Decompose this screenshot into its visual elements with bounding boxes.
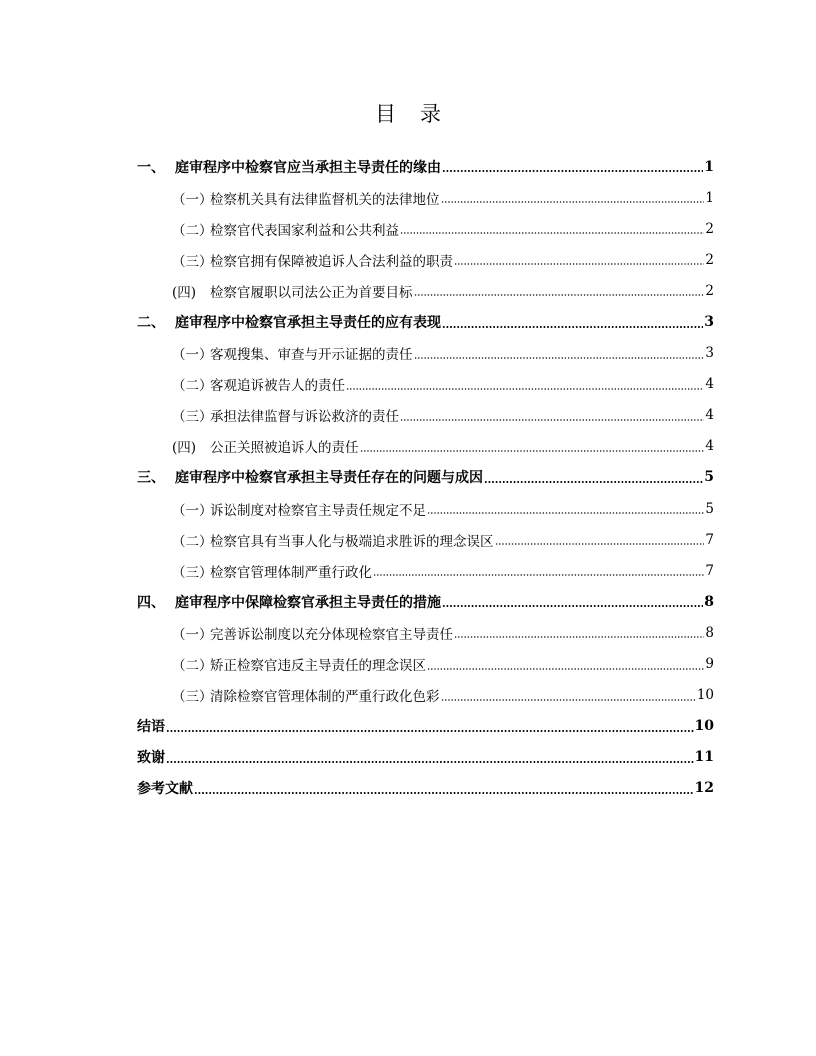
toc-entry[interactable] [0,369,816,400]
toc-entry-page-number: 4 [705,438,714,455]
toc-entry-label: 检察官管理体制严重行政化 [210,564,372,581]
toc-entry-page-number: 2 [705,220,714,237]
toc-dot-leader [373,573,704,577]
toc-entry-page-number: 7 [705,562,714,579]
toc-entry-label: 客观搜集、审查与开示证据的责任 [210,347,413,364]
toc-dot-leader [442,604,703,608]
toc-entry[interactable] [0,338,816,369]
toc-entry-label: 矫正检察官违反主导责任的理念误区 [210,658,426,675]
toc-entry-page-number: 3 [705,345,714,362]
toc-entry-label: 结语 [137,719,165,736]
toc-entry-label: 庭审程序中检察官承担主导责任的应有表现 [175,315,441,332]
toc-entry-page-number: 3 [704,314,714,331]
toc-entry-label: 检察官代表国家利益和公共利益 [210,222,399,239]
toc-entry-label: 公正关照被追诉人的责任 [210,440,359,457]
toc-dot-leader [454,635,704,639]
toc-dot-leader [414,356,705,360]
toc-entry-page-number: 1 [704,158,714,175]
toc-entry-page-number: 4 [705,407,714,424]
toc-dot-leader [454,262,704,266]
toc-entry-label: 庭审程序中保障检察官承担主导责任的措施 [175,594,441,611]
toc-entry-page-number: 5 [704,469,714,486]
toc-entry-number: （一） [172,502,213,519]
toc-entry[interactable] [0,555,816,586]
toc-dot-leader [427,511,704,515]
toc-entry-page-number: 8 [704,593,714,610]
toc-entry-label: 致谢 [137,750,165,767]
toc-entry-number: 四、 [137,594,165,611]
toc-dot-leader [194,791,694,795]
page-title-part-2: 录 [420,102,441,126]
toc-entry[interactable] [0,400,816,431]
toc-entry-label: 客观追诉被告人的责任 [210,378,345,395]
toc-entry-number: 三、 [137,470,165,487]
toc-dot-leader [442,169,703,173]
toc-dot-leader [360,449,705,453]
toc-dot-leader [346,387,704,391]
toc-entry[interactable] [0,244,816,275]
toc-entry[interactable] [0,680,816,711]
toc-entry-label: 清除检察官管理体制的严重行政化色彩 [210,689,440,706]
toc-dot-leader [441,200,705,204]
toc-entry-page-number: 7 [705,531,714,548]
toc-dot-leader [427,667,704,671]
toc-entry-page-number: 9 [705,656,714,673]
toc-dot-leader [166,729,694,733]
page-title-part-1: 目 [375,102,396,126]
toc-dot-leader [400,418,704,422]
toc-entry-number: 一、 [137,159,165,176]
toc-entry-page-number: 11 [694,749,714,766]
toc-entry-label: 承担法律监督与诉讼救济的责任 [210,409,399,426]
toc-entry-number: （二） [172,658,213,675]
toc-entry[interactable] [0,493,816,524]
toc-entry-label: 检察机关具有法律监督机关的法律地位 [210,191,440,208]
toc-dot-leader [442,325,703,329]
toc-entry-number: 二、 [137,315,165,332]
toc-entry-number: （二） [172,533,213,550]
toc-entry-page-number: 8 [705,624,714,641]
toc-entry-label: 庭审程序中检察官承担主导责任存在的问题与成因 [175,470,483,487]
toc-entry[interactable] [0,306,816,337]
toc-entry-number: （三） [172,409,213,426]
toc-entry-label: 参考文献 [137,781,193,798]
table-of-contents [0,151,816,804]
toc-dot-leader [495,542,705,546]
toc-entry-label: 完善诉讼制度以充分体现检察官主导责任 [210,626,453,643]
toc-entry-number: （三） [172,689,213,706]
toc-entry[interactable] [0,617,816,648]
toc-entry-page-number: 5 [705,500,714,517]
toc-entry[interactable] [0,182,816,213]
toc-entry-number: （一） [172,191,213,208]
toc-entry[interactable] [0,524,816,555]
toc-entry[interactable] [0,275,816,306]
toc-entry[interactable] [0,213,816,244]
toc-entry-number: （一） [172,626,213,643]
toc-entry-label: 检察官履职以司法公正为首要目标 [210,284,413,301]
toc-entry-label: 诉讼制度对检察官主导责任规定不足 [210,502,426,519]
toc-entry[interactable] [0,151,816,182]
toc-entry-page-number: 10 [696,687,714,704]
toc-entry[interactable] [0,649,816,680]
toc-entry-label: 庭审程序中检察官应当承担主导责任的缘由 [175,159,441,176]
toc-entry-label: 检察官具有当事人化与极端追求胜诉的理念误区 [210,533,494,550]
toc-entry[interactable] [0,431,816,462]
toc-entry-number: (四) [172,284,197,301]
toc-dot-leader [414,293,705,297]
toc-entry-label: 检察官拥有保障被追诉人合法利益的职责 [210,253,453,270]
toc-entry-number: （一） [172,347,213,364]
toc-dot-leader [166,760,694,764]
toc-dot-leader [484,480,703,484]
toc-entry-page-number: 1 [705,189,714,206]
toc-entry-number: （三） [172,253,213,270]
page-title [0,100,816,128]
toc-entry-page-number: 12 [694,780,714,797]
toc-dot-leader [400,231,704,235]
toc-dot-leader [441,698,696,702]
toc-entry[interactable] [0,462,816,493]
toc-entry-number: (四) [172,440,197,457]
toc-entry-page-number: 2 [705,282,714,299]
toc-entry[interactable] [0,586,816,617]
toc-entry[interactable] [0,742,816,773]
toc-entry-number: （二） [172,378,213,395]
toc-entry[interactable] [0,711,816,742]
toc-entry-number: （二） [172,222,213,239]
toc-entry[interactable] [0,773,816,804]
toc-entry-page-number: 10 [694,718,714,735]
toc-entry-page-number: 2 [705,251,714,268]
toc-entry-page-number: 4 [705,376,714,393]
toc-entry-number: （三） [172,564,213,581]
